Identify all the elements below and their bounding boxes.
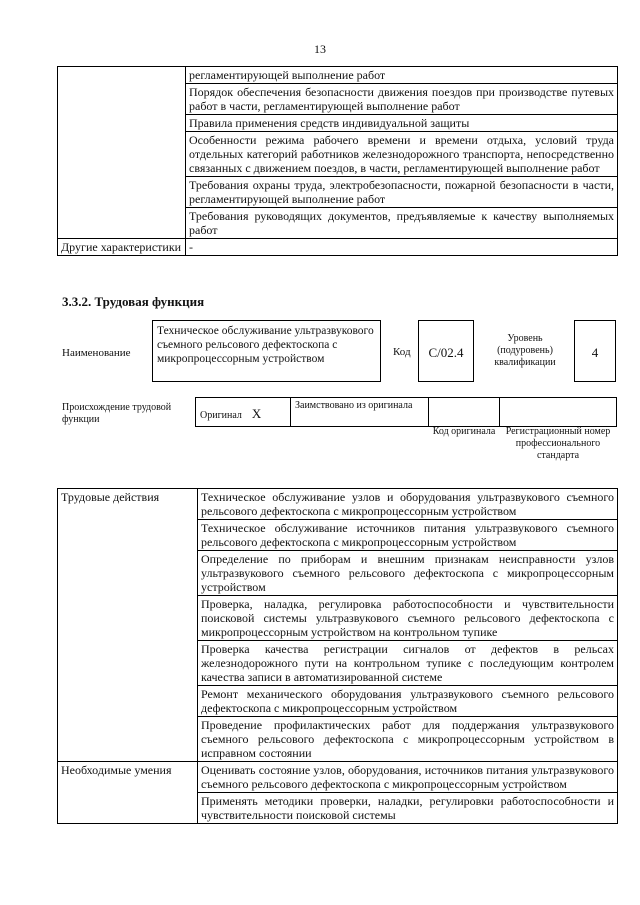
action-cell: Техническое обслуживание источников питания ультразвукового съемного рельсового дефектоскопа с микропроцессорным устройством	[198, 520, 618, 551]
code-value-text: С/02.4	[428, 345, 464, 360]
other-characteristics-label: Другие характеристики	[58, 239, 186, 256]
table-row	[58, 239, 618, 256]
code-caption: Код оригинала	[432, 426, 496, 437]
table-cell: Правила применения средств индивидуальной защиты	[186, 115, 618, 132]
action-cell: Ремонт механического оборудования ультразвукового съемного рельсового дефектоскопа с микропроцессорным устройством	[198, 686, 618, 717]
original-mark: X	[251, 406, 262, 421]
table-row	[58, 762, 618, 793]
level-label: Уровень (подуровень) квалификации	[494, 333, 556, 368]
main-table	[57, 488, 618, 824]
actions-label: Трудовые действия	[58, 489, 198, 762]
skills-label: Необходимые умения	[58, 762, 198, 824]
name-value-text: Техническое обслуживание ультразвукового съемного рельсового дефектоскопа с микропроцессорным устройством	[157, 325, 374, 365]
table-row	[58, 489, 618, 520]
table-cell: Требования руководящих документов, предъявляемые к качеству выполняемых работ	[186, 208, 618, 239]
label-cell-empty	[58, 67, 186, 239]
action-cell: Проведение профилактических работ для поддержания ультразвукового съемного рельсового дефектоскопа с микропроцессорным устройством в исправном состоянии	[198, 717, 618, 762]
action-cell: Проверка качества регистрации сигналов от дефектов в рельсах железнодорожного пути на контрольном тупике с последующим контролем качества записи в автоматизированной системе	[198, 641, 618, 686]
knowledge-table	[57, 66, 618, 256]
skill-cell: Применять методики проверки, наладки, регулировки работоспособности и чувствительности поисковой системы	[198, 793, 618, 824]
table-cell: регламентирующей выполнение работ	[186, 67, 618, 84]
action-cell: Техническое обслуживание узлов и оборудования ультразвукового съемного рельсового дефектоскопа с микропроцессорным устройством	[198, 489, 618, 520]
origin-label: Происхождение трудовой функции	[62, 402, 172, 425]
code-value	[418, 320, 474, 382]
borrowed-label: Заимствовано из оригинала	[295, 400, 413, 411]
level-value	[574, 320, 616, 382]
code-label: Код	[393, 346, 411, 358]
table-cell: Требования охраны труда, электробезопасности, пожарной безопасности в части, регламентирующей выполнение работ	[186, 177, 618, 208]
page-number: 13	[314, 42, 326, 56]
origin-borrowed-cell	[290, 397, 429, 427]
table-cell: Особенности режима рабочего времени и времени отдыха, условий труда отдельных категорий работников железнодорожного транспорта, непосредственно связанных с движением поездов, в части, регламентирующей выполнение работ	[186, 132, 618, 177]
action-cell: Проверка, наладка, регулировка работоспособности и чувствительности поисковой системы ультразвукового съемного рельсового дефектоскопа с микропроцессорным устройством на контрольном тупике	[198, 596, 618, 641]
reg-caption: Регистрационный номер профессионального стандарта	[505, 426, 611, 461]
level-value-text: 4	[591, 345, 599, 360]
name-label: Наименование	[62, 347, 131, 359]
action-cell: Определение по приборам и внешним признакам неисправности узлов ультразвукового съемного рельсового дефектоскопа с микропроцессорным устройством	[198, 551, 618, 596]
origin-code-cell	[428, 397, 500, 427]
other-characteristics-value: -	[186, 239, 618, 256]
table-row	[58, 67, 618, 84]
skill-cell: Оценивать состояние узлов, оборудования, источников питания ультразвукового съемного рельсового дефектоскопа с микропроцессорным устройством	[198, 762, 618, 793]
origin-reg-cell	[499, 397, 617, 427]
table-cell: Порядок обеспечения безопасности движения поездов при производстве путевых работ в части, регламентирующей выполнение работ	[186, 84, 618, 115]
origin-original-cell	[195, 397, 291, 427]
section-heading: 3.3.2. Трудовая функция	[62, 294, 205, 309]
name-value	[152, 320, 381, 382]
original-label: Оригинал	[200, 410, 242, 421]
